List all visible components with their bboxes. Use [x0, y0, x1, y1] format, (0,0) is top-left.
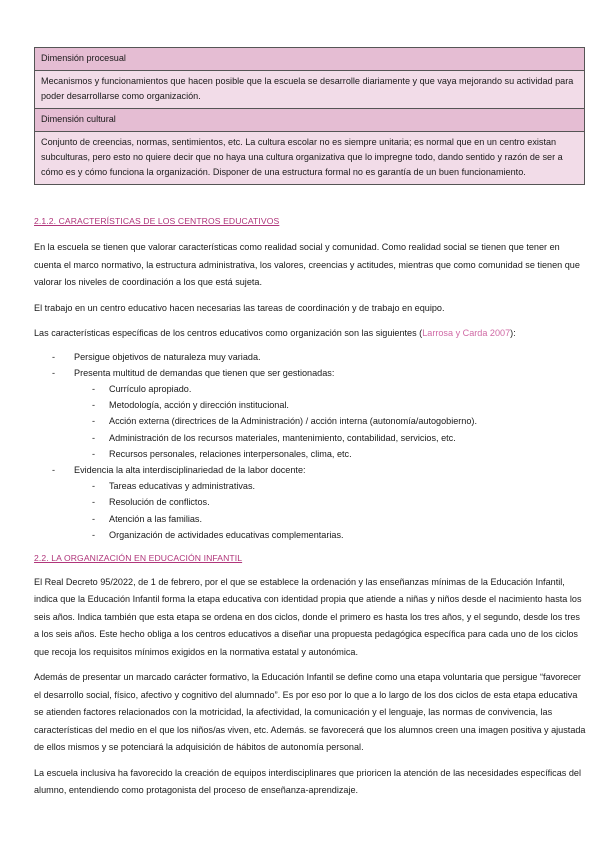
table-body-cell: Conjunto de creencias, normas, sentimientos, etc. La cultura escolar no es siempre unitaria; es normal que en un centro existan subculturas, pero esto no quiere decir que no haya una cultura organizativa que lo impregne todo, dando sentido y razón de ser a cómo es y cómo funciona la organización. Disponer de una estructura formal no es garantía de un buen funcionamiento. — [35, 132, 585, 185]
sub-list-item: - Resolución de conflictos. — [74, 494, 586, 510]
paragraph — [34, 325, 586, 343]
citation-link[interactable]: Larrosa y Carda 2007 — [422, 328, 511, 338]
list-item-text: Evidencia la alta interdisciplinariedad de la labor docente: — [74, 464, 306, 475]
table-header-cell: Dimensión cultural — [35, 109, 585, 132]
list-item-text: Persigue objetivos de naturaleza muy variada. — [74, 351, 261, 362]
list-item — [34, 462, 586, 543]
list-item — [34, 365, 586, 462]
sub-list-item: - Atención a las familias. — [74, 511, 586, 527]
sub-list-item: - Acción externa (directrices de la Administración) / acción interna (autonomía/autogobierno). — [74, 413, 586, 429]
document-page — [34, 47, 586, 800]
sub-list-item: - Metodología, acción y dirección institucional. — [74, 397, 586, 413]
paragraph-text: Las características específicas de los centros educativos como organización son las siguientes ( — [34, 328, 423, 338]
paragraph: El trabajo en un centro educativo hacen necesarias las tareas de coordinación y de trabajo en equipo. — [34, 302, 445, 313]
paragraph-text: ): — [510, 328, 516, 338]
sub-list — [74, 381, 586, 462]
sub-list-item: - Recursos personales, relaciones interpersonales, clima, etc. — [74, 446, 586, 462]
sub-list-item: - Tareas educativas y administrativas. — [74, 478, 586, 494]
table-body-cell: Mecanismos y funcionamientos que hacen posible que la escuela se desarrolle diariamente y que vaya mejorando su actividad para poder desarrollarse como organización. — [35, 71, 585, 109]
paragraph: Además de presentar un marcado carácter formativo, la Educación Infantil se define como una etapa voluntaria que persigue “favorecer el desarrollo social, físico, afectivo y cognitivo del alumnado”. Es por eso por lo que a lo largo de los dos ciclos de esta etapa educativa se atienden factores relacionados con la motricidad, la afectividad, la comunicación y el lenguaje, las normas de convivencia, las características del medio en el que los niños/as viven, etc. Además. se favorecerá que los alumnos creen una imagen positiva y ajustada de ellos mismos y se potenciará la adquisición de hábitos de autonomía personal. — [34, 672, 586, 753]
section-heading-212: 2.1.2. CARACTERÍSTICAS DE LOS CENTROS EDUCATIVOS — [34, 216, 280, 226]
section-heading-22: 2.2. LA ORGANIZACIÓN EN EDUCACIÓN INFANTIL — [34, 552, 243, 563]
sub-list — [74, 478, 586, 543]
list-item-text: Presenta multitud de demandas que tienen que ser gestionadas: — [74, 367, 335, 378]
list-item — [34, 349, 586, 365]
characteristics-list — [34, 349, 586, 543]
sub-list-item: - Organización de actividades educativas complementarias. — [74, 527, 586, 543]
paragraph: En la escuela se tienen que valorar características como realidad social y comunidad. Como realidad social se tienen que tener en cuenta el marco normativo, la estructura administrativa, los valores, creencias y actitudes, mientras que como comunidad se tienen que valorar los niveles de coordinación a los que está sujeta. — [34, 242, 580, 287]
table-header-cell: Dimensión procesual — [35, 48, 585, 71]
paragraph: La escuela inclusiva ha favorecido la creación de equipos interdisciplinares que prioricen la atención de las necesidades específicas del alumno, entendiendo como protagonista del proceso de enseñanza-aprendizaje. — [34, 767, 581, 796]
paragraph: El Real Decreto 95/2022, de 1 de febrero, por el que se establece la ordenación y las enseñanzas mínimas de la Educación Infantil, indica que la Educación Infantil forma la etapa educativa con identidad propia que atiende a niñas y niños desde el nacimiento hasta los seis años. Indica también que esta etapa se ordena en dos ciclos, donde el primero es hasta los tres años, y el segundo, desde los tres a los seis años. Este hecho obliga a los centros educativos a diseñar una propuesta pedagógica específica para cada uno de los ciclos que recoja los requisitos mínimos exigidos en la normativa estatal y autonómica. — [34, 576, 582, 657]
sub-list-item: - Currículo apropiado. — [74, 381, 586, 397]
sub-list-item: - Administración de los recursos materiales, mantenimiento, contabilidad, servicios, etc. — [74, 430, 586, 446]
dimensions-table — [34, 47, 585, 185]
